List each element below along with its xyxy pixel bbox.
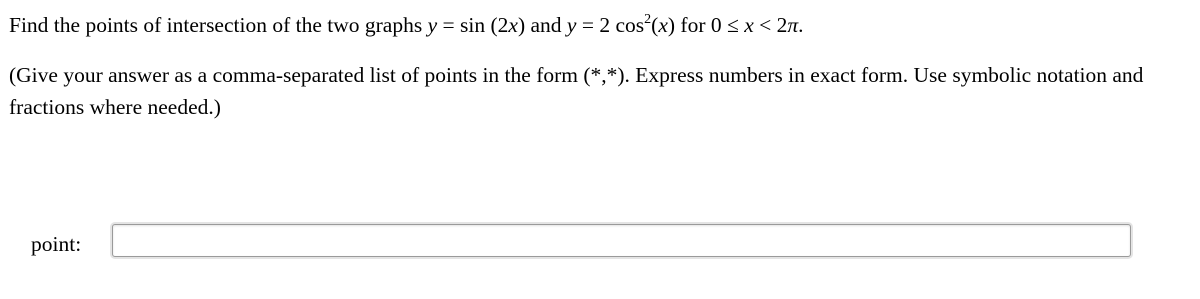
math-f2-var: x [658,13,668,37]
math-lt: < [759,13,772,37]
math-f2-close: ) [667,13,676,37]
math-f2-coef: 2 cos [599,13,645,37]
math-y2: y [566,13,577,37]
answer-label: point: [31,232,82,256]
math-f2-open: ( [651,13,659,37]
answer-input[interactable] [112,224,1131,257]
math-f1-end: ) [517,13,526,37]
instructions-text: (Give your answer as a comma-separated list of points in the form (*,*). Express numbers in exact form. Use symbolic notation and fractions where needed.) [9,63,1144,119]
math-y1: y [427,13,438,37]
math-f2-exponent: 2 [644,12,652,27]
math-range-var: x [744,13,754,37]
math-period: . [798,13,804,37]
question-text [9,9,1194,41]
math-eq1: = [442,13,455,37]
word-for: for [680,13,706,37]
math-pi: π [787,13,799,37]
math-eq2: = [581,13,594,37]
math-f1: sin (2 [460,13,509,37]
word-and: and [530,13,562,37]
math-le: ≤ [727,13,739,37]
math-range-start: 0 [710,13,722,37]
math-f1-var: x [508,13,518,37]
answer-row [9,224,81,264]
question-prefix: Find the points of intersection of the two graphs [9,13,423,37]
math-range-end: 2 [776,13,788,37]
